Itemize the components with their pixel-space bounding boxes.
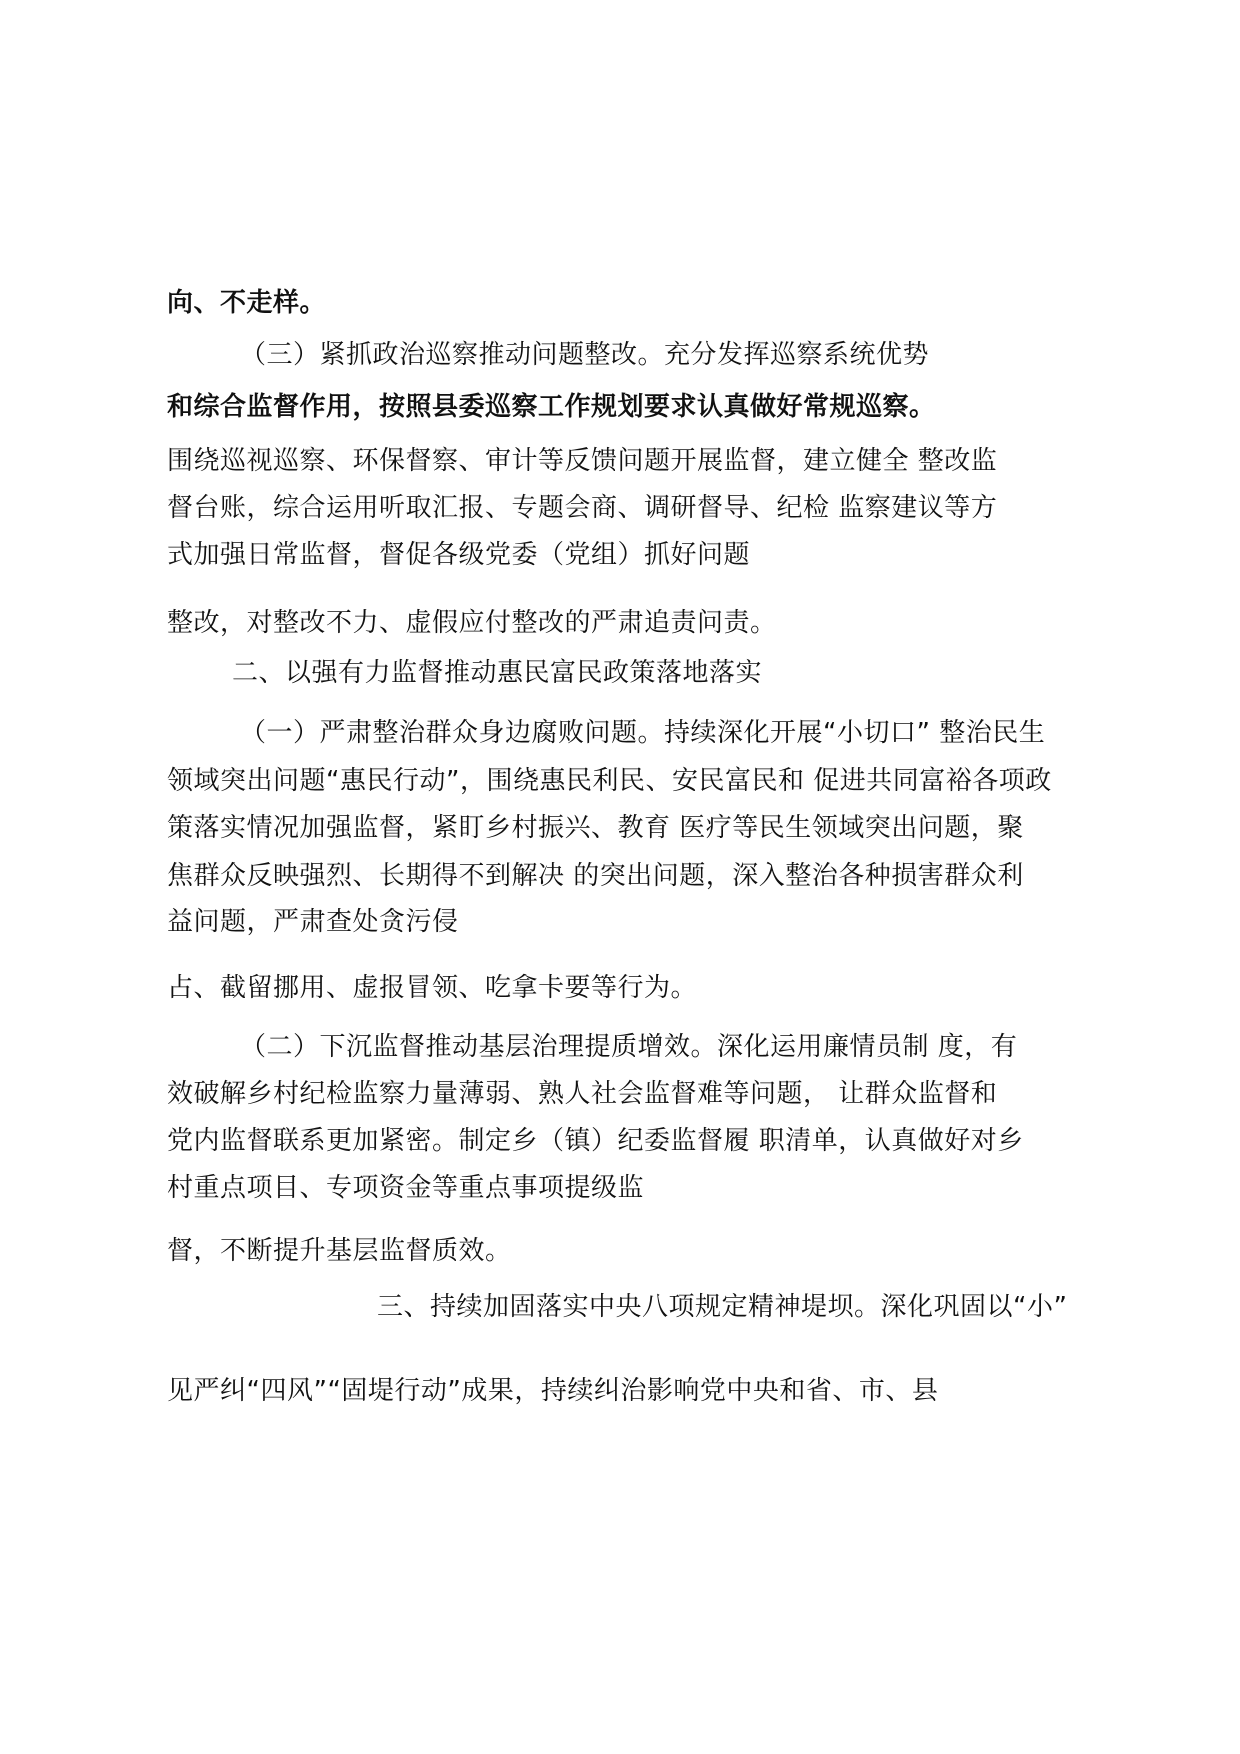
text-line-21: 见严纠“四风”“固堤行动”成果，持续纠治影响党中央和省、市、县 — [167, 1376, 939, 1406]
text-line-19: 督，不断提升基层监督质效。 — [167, 1236, 512, 1266]
text-line-18: 村重点项目、专项资金等重点事项提级监 — [167, 1173, 645, 1203]
text-line-15: （二）下沉监督推动基层治理提质增效。深化运用廉情员制 度，有 — [240, 1032, 1018, 1062]
section-heading-3: 三、持续加固落实中央八项规定精神堤坝。深化巩固以“小” — [377, 1292, 1068, 1322]
text-line-9: （一）严肃整治群众身边腐败问题。持续深化开展“小切口” 整治民生 — [240, 718, 1046, 748]
text-line-10: 领域突出问题“惠民行动”，围绕惠民利民、安民富民和 促进共同富裕各项政 — [167, 766, 1052, 796]
section-heading-2: 二、以强有力监督推动惠民富民政策落地落实 — [232, 658, 763, 688]
text-line-12: 焦群众反映强烈、长期得不到解决 的突出问题，深入整治各种损害群众利 — [167, 861, 1024, 891]
text-line-16: 效破解乡村纪检监察力量薄弱、熟人社会监督难等问题， 让群众监督和 — [167, 1079, 998, 1109]
text-line-5: 督台账，综合运用听取汇报、专题会商、调研督导、纪检 监察建议等方 — [167, 493, 998, 523]
text-line-17: 党内监督联系更加紧密。制定乡（镇）纪委监督履 职清单，认真做好对乡 — [167, 1126, 1024, 1156]
text-line-13: 益问题，严肃查处贪污侵 — [167, 907, 459, 937]
text-line-7: 整改，对整改不力、虚假应付整改的严肃追责问责。 — [167, 608, 777, 638]
text-line-2: （三）紧抓政治巡察推动问题整改。充分发挥巡察系统优势 — [240, 340, 930, 370]
text-line-3: 和综合监督作用，按照县委巡察工作规划要求认真做好常规巡察。 — [167, 392, 936, 422]
text-line-14: 占、截留挪用、虚报冒领、吃拿卡要等行为。 — [167, 973, 698, 1003]
text-line-4: 围绕巡视巡察、环保督察、审计等反馈问题开展监督，建立健全 整改监 — [167, 446, 998, 476]
text-line-6: 式加强日常监督，督促各级党委（党组）抓好问题 — [167, 540, 751, 570]
text-line-11: 策落实情况加强监督，紧盯乡村振兴、教育 医疗等民生领域突出问题，聚 — [167, 813, 1024, 843]
text-line-1: 向、不走样。 — [167, 288, 327, 318]
